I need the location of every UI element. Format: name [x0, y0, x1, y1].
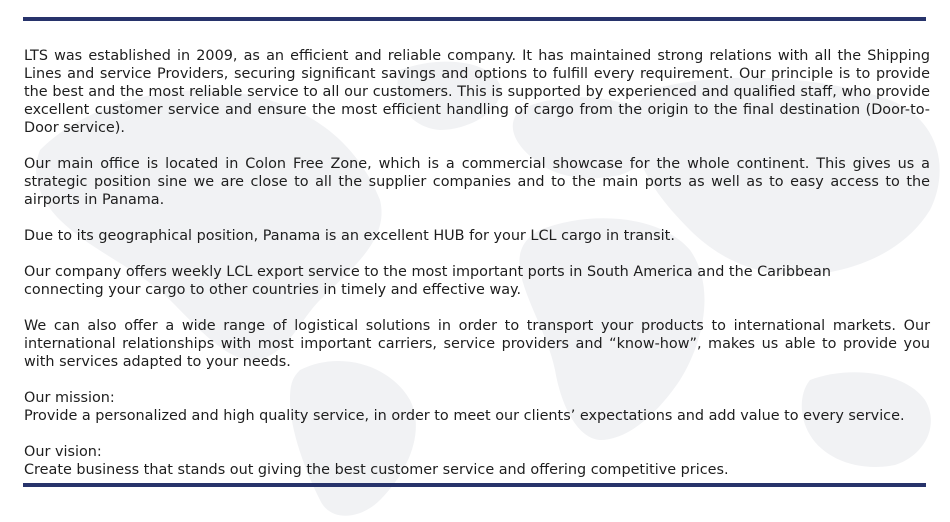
vision-text: Create business that stands out giving the best customer service and offering competitive prices. [24, 462, 729, 478]
bottom-divider [23, 483, 926, 487]
profile-text [24, 47, 930, 497]
paragraph-geography: Due to its geographical position, Panama is an excellent HUB for your LCL cargo in transit. [24, 228, 675, 244]
paragraph-history: LTS was established in 2009, as an efficient and reliable company. It has maintained strong relations with all the Shipping Lines and service Providers, securing significant savings and options to fulfill every requirement. Our principle is to provide the best and the most reliable service to all our customers. This is supported by experienced and qualified staff, who provide excellent customer service and ensure the most efficient handling of cargo from the origin to the final destination (Door-to-Door service). [24, 48, 930, 136]
paragraph-line: Our company offers weekly LCL export service to the most important ports in South America and the Caribbean [24, 264, 831, 280]
paragraph-line: connecting your cargo to other countries in timely and effective way. [24, 282, 522, 298]
top-divider [23, 17, 926, 21]
paragraph-logistics: We can also offer a wide range of logistical solutions in order to transport your products to international markets. Our international relationships with most important carriers, service providers and “know-how”, makes us able to provide you with services adapted to your needs. [24, 318, 930, 370]
paragraph-main-office: Our main office is located in Colon Free Zone, which is a commercial showcase for the whole continent. This gives us a strategic position sine we are close to all the supplier companies and to the main ports as well as to easy access to the airports in Panama. [24, 156, 930, 208]
vision-block [24, 443, 930, 479]
mission-block [24, 389, 930, 425]
mission-text: Provide a personalized and high quality service, in order to meet our clients’ expectations and add value to every service. [24, 408, 905, 424]
mission-heading: Our mission: [24, 390, 115, 406]
paragraph-lcl-service [24, 263, 930, 299]
vision-heading: Our vision: [24, 444, 102, 460]
